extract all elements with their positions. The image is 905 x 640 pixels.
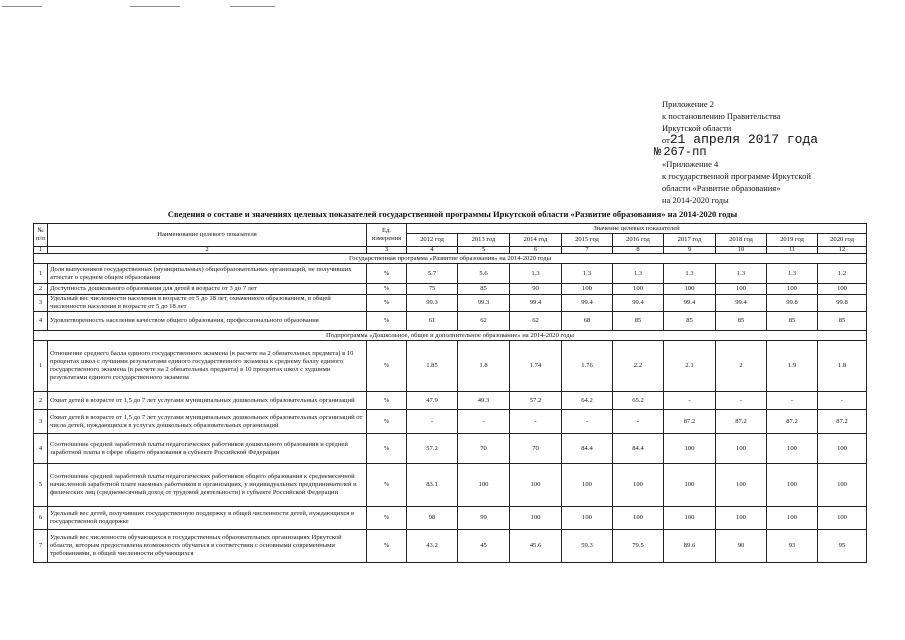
year-header: 2020 год: [818, 234, 867, 247]
row-number: 1: [34, 341, 48, 392]
value-cell: -: [613, 410, 664, 434]
column-number: 9: [664, 247, 716, 254]
value-cell: 79.5: [613, 530, 664, 563]
header-unit: Ед. измерения: [367, 224, 407, 247]
value-cell: 87.2: [818, 410, 867, 434]
value-cell: 1.9: [767, 341, 818, 392]
value-cell: 64.2: [562, 392, 613, 410]
appendix-line: Приложение 2: [662, 99, 714, 109]
value-cell: -: [664, 392, 716, 410]
value-cell: 99.4: [716, 295, 767, 312]
table-row: [34, 410, 867, 434]
value-cell: 47.9: [407, 392, 458, 410]
value-cell: 87.2: [716, 410, 767, 434]
value-cell: 100: [613, 284, 664, 295]
unit-cell: %: [367, 410, 407, 434]
value-cell: 100: [818, 284, 867, 295]
value-cell: 85: [818, 312, 867, 331]
value-cell: 57.2: [407, 434, 458, 464]
table-row: [34, 530, 867, 563]
unit-cell: %: [367, 284, 407, 295]
value-cell: -: [458, 410, 510, 434]
column-number: 3: [367, 247, 407, 254]
year-header: 2018 год: [716, 234, 767, 247]
value-cell: 5.6: [458, 264, 510, 284]
scan-artifact-line: [130, 6, 180, 7]
value-cell: 1.3: [613, 264, 664, 284]
value-cell: 100: [664, 507, 716, 530]
value-cell: 65.2: [613, 392, 664, 410]
document-title: Сведения о составе и значениях целевых показателей государственной программы Иркутской области «Развитие образования» на 2014-2020 годы: [167, 209, 738, 219]
value-cell: 90: [510, 284, 562, 295]
value-cell: 2.2: [613, 341, 664, 392]
value-cell: 100: [767, 434, 818, 464]
value-cell: 1.3: [767, 264, 818, 284]
section-title: Государственная программа «Развитие образования» на 2014-2020 годы: [34, 254, 867, 264]
value-cell: 84.4: [562, 434, 613, 464]
value-cell: 1.8: [458, 341, 510, 392]
value-cell: 1.76: [562, 341, 613, 392]
appendix-number: № 267-пп: [654, 145, 707, 159]
table-row: [34, 341, 867, 392]
table-row: [34, 295, 867, 312]
year-header: 2016 год: [613, 234, 664, 247]
value-cell: 90: [716, 530, 767, 563]
value-cell: 99.4: [562, 295, 613, 312]
year-header: 2019 год: [767, 234, 818, 247]
header-name: Наименование целевого показателя: [48, 224, 367, 247]
value-cell: 99.8: [767, 295, 818, 312]
value-cell: 87.2: [767, 410, 818, 434]
value-cell: 2.1: [664, 341, 716, 392]
column-number: 8: [613, 247, 664, 254]
column-number: 7: [562, 247, 613, 254]
year-header: 2013 год: [458, 234, 510, 247]
value-cell: 100: [767, 284, 818, 295]
value-cell: 98: [407, 507, 458, 530]
scan-artifact-line: [2, 6, 42, 7]
value-cell: 99.8: [818, 295, 867, 312]
indicator-name: Удовлетворенность населения качеством общего образования, профессионального образования: [48, 312, 367, 331]
year-header: 2017 год: [664, 234, 716, 247]
value-cell: 85: [458, 284, 510, 295]
appendix-line: к государственной программе Иркутской: [662, 171, 811, 181]
table-row: [34, 392, 867, 410]
value-cell: 99.4: [664, 295, 716, 312]
value-cell: 100: [767, 464, 818, 507]
row-number: 4: [34, 312, 48, 331]
table-row: [34, 284, 867, 295]
handwritten-number: 267-пп: [663, 145, 707, 159]
value-cell: 87.2: [664, 410, 716, 434]
column-number: 6: [510, 247, 562, 254]
table-row: [34, 434, 867, 464]
indicator-name: Охват детей в возрасте от 1,5 до 7 лет услугами муниципальных дошкольных образовательных организаций: [48, 392, 367, 410]
indicator-name: Удельный вес детей, получивших государственную поддержку в общей численности детей, нуждающихся в государственной поддержке: [48, 507, 367, 530]
unit-cell: %: [367, 464, 407, 507]
value-cell: 57.2: [510, 392, 562, 410]
value-cell: 49.3: [458, 392, 510, 410]
column-number: 4: [407, 247, 458, 254]
value-cell: 89.6: [664, 530, 716, 563]
row-number: 3: [34, 295, 48, 312]
value-cell: 62: [510, 312, 562, 331]
unit-cell: %: [367, 295, 407, 312]
column-number: 2: [48, 247, 367, 254]
value-cell: 100: [716, 284, 767, 295]
indicator-name: Доступность дошкольного образования для детей в возрасте от 3 до 7 лет: [48, 284, 367, 295]
value-cell: 70: [510, 434, 562, 464]
indicator-name: Соотношение средней заработной платы педагогических работников общего образования к среднемесячной начисленной заработной плате наемных работников в организациях, у индивидуальных предпринимателей и физических лиц (среднемесячный доход от трудовой деятельности) в субъекте Российской Федерации: [48, 464, 367, 507]
unit-cell: %: [367, 264, 407, 284]
column-numbers-row: [34, 247, 867, 254]
column-number: 5: [458, 247, 510, 254]
value-cell: 100: [818, 507, 867, 530]
value-cell: 62: [458, 312, 510, 331]
unit-cell: %: [367, 392, 407, 410]
section-row: [34, 331, 867, 341]
column-number: 1: [34, 247, 48, 254]
appendix-line: к постановлению Правительства: [662, 111, 781, 121]
value-cell: 43.2: [407, 530, 458, 563]
value-cell: 100: [664, 464, 716, 507]
value-cell: 1.3: [716, 264, 767, 284]
section-title: Подпрограмма «Дошкольное, общее и дополнительное образование» на 2014-2020 годы: [34, 331, 867, 341]
value-cell: 85: [664, 312, 716, 331]
indicator-name: Охват детей в возрасте от 1,5 до 7 лет услугами муниципальных дошкольных образовательных организаций от числа детей, нуждающихся в услугах дошкольных образовательных организаций: [48, 410, 367, 434]
header-num: № п/п: [34, 224, 48, 247]
table-row: [34, 264, 867, 284]
column-number: 12: [818, 247, 867, 254]
value-cell: 84.4: [613, 434, 664, 464]
unit-cell: %: [367, 507, 407, 530]
value-cell: 99: [458, 507, 510, 530]
value-cell: 1.2: [818, 264, 867, 284]
value-cell: -: [767, 392, 818, 410]
value-cell: 100: [818, 434, 867, 464]
appendix-line: «Приложение 4: [662, 159, 719, 169]
column-number: 11: [767, 247, 818, 254]
row-number: 6: [34, 507, 48, 530]
year-header: 2015 год: [562, 234, 613, 247]
row-number: 2: [34, 284, 48, 295]
table-row: [34, 507, 867, 530]
value-cell: 59.3: [562, 530, 613, 563]
value-cell: 75: [407, 284, 458, 295]
value-cell: 5.7: [407, 264, 458, 284]
value-cell: 1.3: [510, 264, 562, 284]
value-cell: 99.4: [613, 295, 664, 312]
indicator-name: Удельный вес численности обучающихся в государственных образовательных организациях Иркутской области, которым предоставлена возможность обучаться в соответствии с основными современными требованиями, в общей численности обучающихся: [48, 530, 367, 563]
appendix-line: Иркутской области: [662, 123, 732, 133]
value-cell: 100: [510, 507, 562, 530]
value-cell: 100: [613, 507, 664, 530]
value-cell: 100: [562, 507, 613, 530]
value-cell: 99.3: [407, 295, 458, 312]
table-row: [34, 312, 867, 331]
value-cell: -: [407, 410, 458, 434]
value-cell: 100: [716, 507, 767, 530]
section-row: [34, 254, 867, 264]
value-cell: 45: [458, 530, 510, 563]
indicator-name: Соотношение средней заработной платы педагогических работников дошкольного образования и средней заработной платы в сфере общего образования в субъекте Российской Федерации: [48, 434, 367, 464]
value-cell: 100: [716, 464, 767, 507]
value-cell: 100: [664, 284, 716, 295]
value-cell: 1.8: [818, 341, 867, 392]
value-cell: 2: [716, 341, 767, 392]
value-cell: 83.1: [407, 464, 458, 507]
header-values: Значение целевых показателей: [407, 224, 867, 234]
unit-cell: %: [367, 312, 407, 331]
value-cell: 61: [407, 312, 458, 331]
indicator-name: Отношение среднего балла единого государственного экзамена (в расчете на 2 обязательных предмета) в 10 процентах школ с лучшими результатами единого государственного экзамена к среднему баллу единого государственного экзамена (в расчете на 2 обязательных предмета) в 10 процентах школ с худшими результатами единого государственного экзамена: [48, 341, 367, 392]
row-number: 4: [34, 434, 48, 464]
unit-cell: %: [367, 530, 407, 563]
value-cell: 100: [562, 464, 613, 507]
value-cell: 99.3: [458, 295, 510, 312]
value-cell: -: [510, 410, 562, 434]
value-cell: 1.3: [664, 264, 716, 284]
year-header: 2014 год: [510, 234, 562, 247]
value-cell: -: [716, 392, 767, 410]
row-number: 7: [34, 530, 48, 563]
appendix-line: области «Развитие образования»: [662, 183, 781, 193]
row-number: 5: [34, 464, 48, 507]
row-number: 1: [34, 264, 48, 284]
value-cell: 1.85: [407, 341, 458, 392]
value-cell: 100: [510, 464, 562, 507]
value-cell: 100: [767, 507, 818, 530]
value-cell: 100: [613, 464, 664, 507]
indicators-table: [33, 223, 867, 563]
value-cell: 100: [562, 284, 613, 295]
indicator-name: Удельный вес численности населения в возрасте от 5 до 18 лет, охваченного образованием, в общей численности населения в возрасте от 5 до 18 лет: [48, 295, 367, 312]
value-cell: -: [562, 410, 613, 434]
scan-artifact-line: [230, 6, 275, 7]
value-cell: 1.74: [510, 341, 562, 392]
appendix-date: от21 апреля 2017 года: [662, 132, 819, 147]
indicator-name: Доля выпускников государственных (муниципальных) общеобразовательных организаций, не получивших аттестат о среднем общем образовании: [48, 264, 367, 284]
value-cell: 100: [664, 434, 716, 464]
value-cell: 1.3: [562, 264, 613, 284]
value-cell: 100: [716, 434, 767, 464]
value-cell: 93: [767, 530, 818, 563]
value-cell: 85: [613, 312, 664, 331]
value-cell: 99.4: [510, 295, 562, 312]
value-cell: 85: [716, 312, 767, 331]
value-cell: 85: [767, 312, 818, 331]
row-number: 3: [34, 410, 48, 434]
column-number: 10: [716, 247, 767, 254]
value-cell: 45.6: [510, 530, 562, 563]
value-cell: 100: [458, 464, 510, 507]
value-cell: 95: [818, 530, 867, 563]
value-cell: 70: [458, 434, 510, 464]
row-number: 2: [34, 392, 48, 410]
appendix-line: на 2014-2020 годы: [662, 195, 729, 205]
handwritten-date: 21 апреля 2017 года: [669, 132, 819, 147]
unit-cell: %: [367, 434, 407, 464]
value-cell: -: [818, 392, 867, 410]
value-cell: 68: [562, 312, 613, 331]
value-cell: 100: [818, 464, 867, 507]
appendix-header: [654, 98, 819, 206]
year-header: 2012 год: [407, 234, 458, 247]
table-row: [34, 464, 867, 507]
unit-cell: %: [367, 341, 407, 392]
